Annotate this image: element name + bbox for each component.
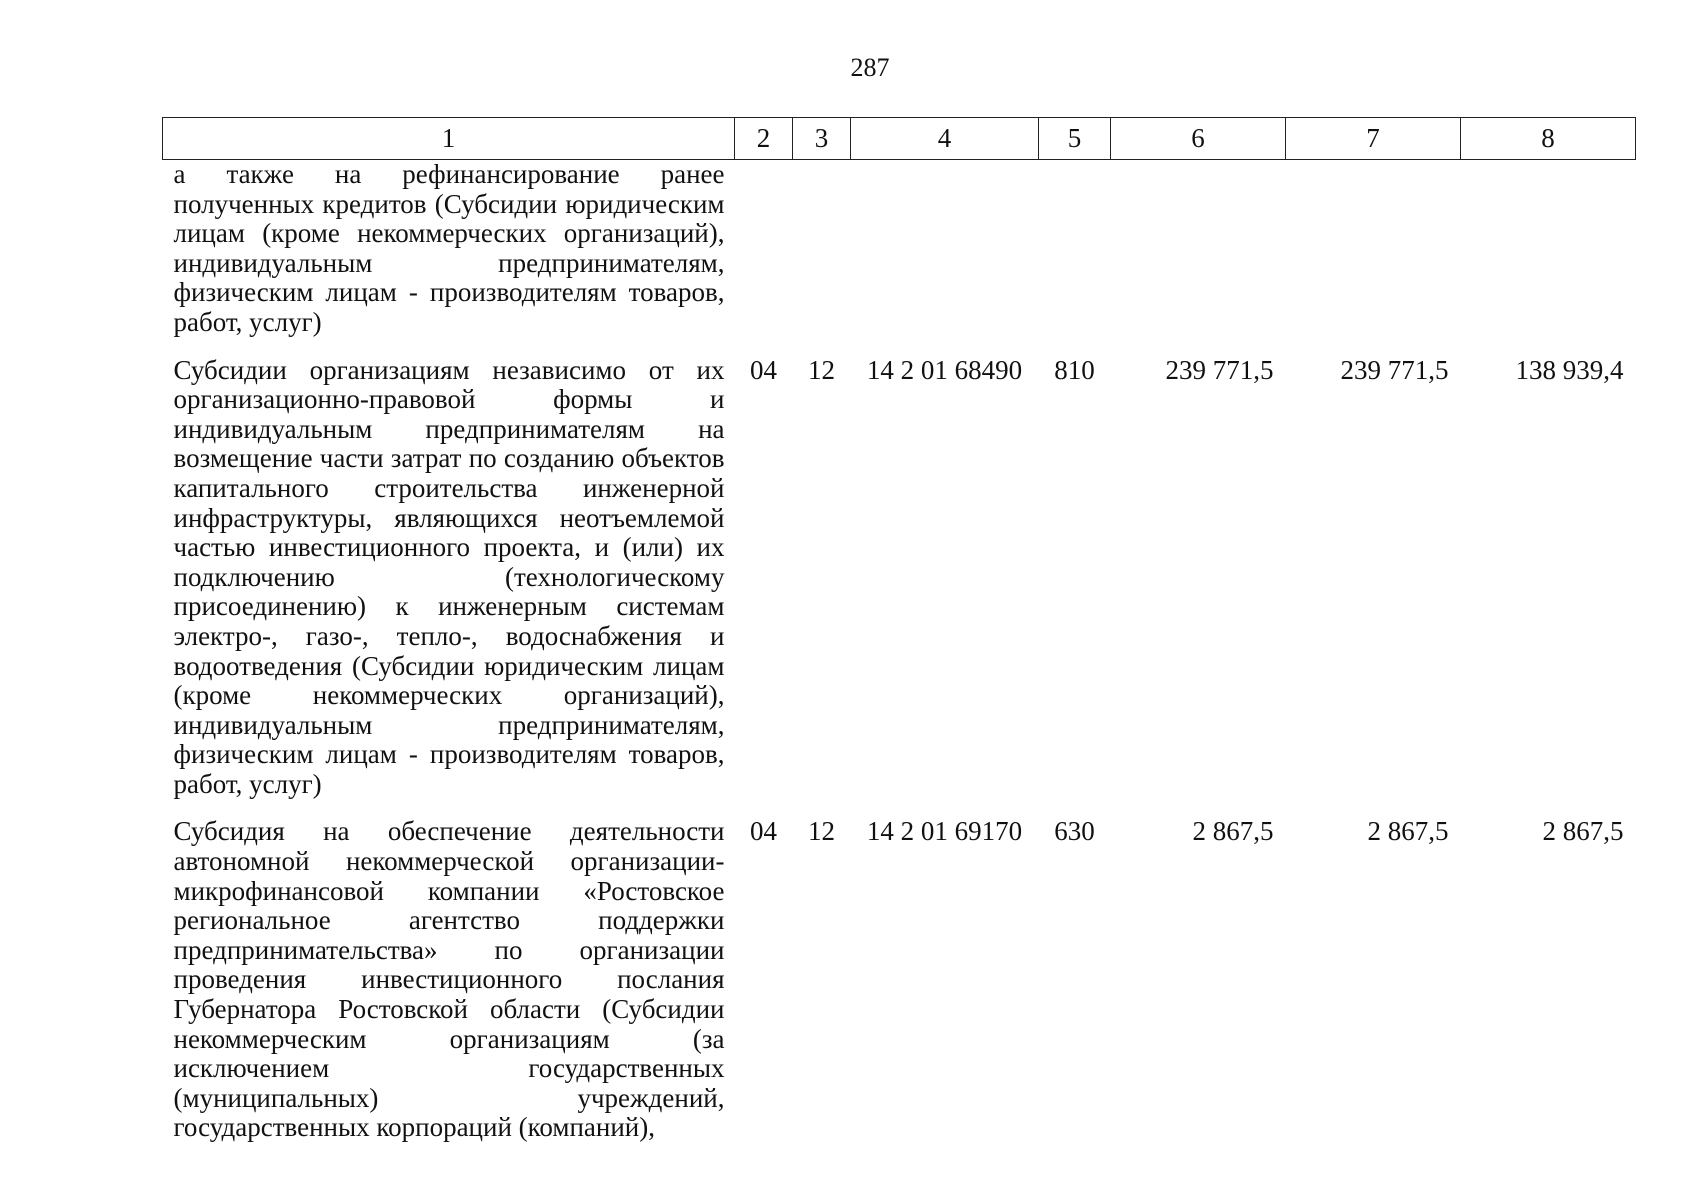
- row-description: а также на рефинансирование ранее полученных кредитов (Субсидии юридическим лицам (кроме некоммерческих организаций), индивидуальным предпринимателям, физическим лицам - производителям товаров, работ, услуг): [173, 159, 725, 337]
- row-amount-7: [1286, 160, 1461, 348]
- header-row: [163, 118, 1636, 160]
- header-col-5: 5: [1039, 118, 1111, 160]
- budget-table: [162, 117, 1636, 1153]
- header-col-2: 2: [735, 118, 793, 160]
- row-section: 04: [750, 816, 777, 847]
- row-target-code: 14 2 01 69170: [866, 816, 1023, 847]
- table-row: [163, 809, 1636, 1153]
- row-expense-type: [1039, 160, 1111, 348]
- page-number: 287: [850, 53, 890, 82]
- row-subsection: 12: [808, 354, 835, 385]
- row-subsection: 12: [808, 816, 835, 847]
- row-amount-6: 2 867,5: [1192, 816, 1274, 847]
- table-row: [163, 348, 1636, 810]
- table-body: [163, 160, 1636, 1154]
- row-description: Субсидии организациям независимо от их организационно-правовой формы и индивидуальным предпринимателям на возмещение части затрат по созданию объектов капитального строительства инженерной инфраструктуры, являющихся неотъемлемой частью инвестиционного проекта, и (или) их подключению (технологическому присоединению) к инженерным системам электро-, газо-, тепло-, водоснабжения и водоотведения (Субсидии юридическим лицам (кроме некоммерческих организаций), индивидуальным предпринимателям, физическим лицам - производителям товаров, работ, услуг): [173, 354, 725, 799]
- row-amount-8: 2 867,5: [1542, 816, 1624, 847]
- header-col-4: 4: [851, 118, 1039, 160]
- row-section: [735, 160, 793, 348]
- header-col-6: 6: [1111, 118, 1286, 160]
- row-subsection: [793, 160, 851, 348]
- header-col-3: 3: [793, 118, 851, 160]
- header-col-7: 7: [1286, 118, 1461, 160]
- row-description: Субсидия на обеспечение деятельности автономной некоммерческой организации-микрофинансовой компании «Ростовское региональное агентство поддержки предпринимательства» по организации проведения инвестиционного послания Губернатора Ростовской области (Субсидии некоммерческим организациям (за исключением государственных (муниципальных) учреждений, государственных корпораций (компаний),: [173, 816, 725, 1143]
- row-amount-6: [1111, 160, 1286, 348]
- row-amount-7: 239 771,5: [1340, 354, 1449, 385]
- row-amount-6: 239 771,5: [1165, 354, 1274, 385]
- row-target-code: [851, 160, 1039, 348]
- table-header: [163, 118, 1636, 160]
- header-col-8: 8: [1461, 118, 1636, 160]
- table-row: [163, 160, 1636, 348]
- row-expense-type: 630: [1054, 816, 1095, 847]
- row-amount-7: 2 867,5: [1367, 816, 1449, 847]
- row-target-code: 14 2 01 68490: [866, 354, 1023, 385]
- header-col-1: 1: [163, 118, 735, 160]
- row-expense-type: 810: [1054, 354, 1095, 385]
- row-amount-8: 138 939,4: [1515, 354, 1624, 385]
- row-amount-8: [1461, 160, 1636, 348]
- row-section: 04: [750, 354, 777, 385]
